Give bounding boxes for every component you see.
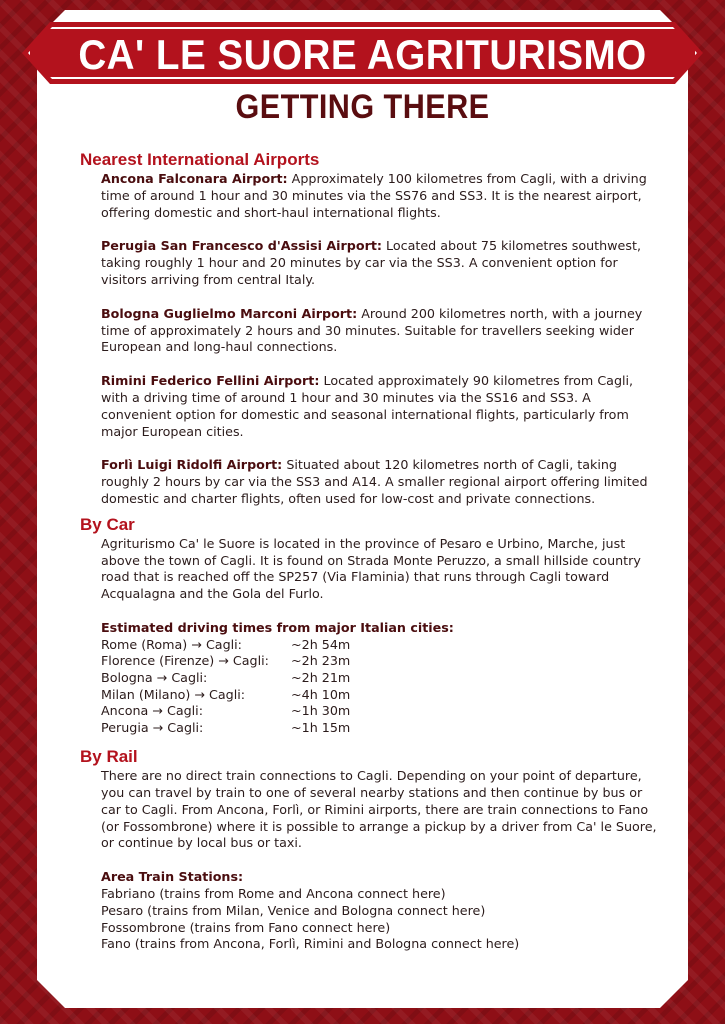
table-row (101, 720, 350, 737)
route-cell: Milan (Milano) → Cagli: (101, 686, 246, 702)
stations-list (101, 886, 660, 953)
car-body (101, 536, 660, 737)
car-section (80, 514, 660, 737)
airport-item (101, 373, 660, 440)
airport-name: Bologna Guglielmo Marconi Airport: (101, 305, 358, 321)
rail-body (101, 768, 660, 953)
airport-description: Situated about 120 kilometres north of Cagli, taking roughly 2 hours by car via the SS3 and A14. A smaller regional airport offering limited domestic and charter flights, often used for low-cost and private connections. (101, 457, 648, 506)
list-item: Fossombrone (trains from Fano connect here) (101, 919, 391, 935)
main-content (80, 149, 660, 953)
airport-description: Around 200 kilometres north, with a journey time of approximately 2 hours and 30 minutes. Suitable for travellers seeking wider European and long-haul connections. (101, 305, 643, 355)
time-cell: ~1h 15m (291, 719, 351, 735)
list-item: Fano (trains from Ancona, Forlì, Rimini and Bologna connect here) (101, 936, 520, 952)
car-description: Agriturismo Ca' le Suore is located in the province of Pesaro e Urbino, Marche, just above the town of Cagli. It is found on Strada Monte Peruzzo, a small hillside country road that is reached off the SP257 (Via Flaminia) that runs through Cagli toward Acqualagna and the Gola del Furlo. (101, 535, 641, 602)
airport-description: Located approximately 90 kilometres from Cagli, with a driving time of around 1 hour and 30 minutes via the SS16 and SS3. A convenient option for domestic and seasonal international flights, particularly from major European cities. (101, 373, 634, 439)
airports-section (80, 149, 660, 508)
driving-times-heading: Estimated driving times from major Italian cities: (101, 619, 454, 635)
table-row (101, 703, 350, 720)
route-cell: Florence (Firenze) → Cagli: (101, 653, 269, 669)
airport-name: Perugia San Francesco d'Assisi Airport: (101, 238, 382, 254)
time-cell: ~2h 23m (291, 653, 351, 669)
airport-description: Approximately 100 kilometres from Cagli, with a driving time of around 1 hour and 30 minutes via the SS76 and SS3. It is the nearest airport, offering domestic and short-haul international flights. (101, 171, 647, 220)
table-row (101, 653, 350, 670)
airport-name: Ancona Falconara Airport: (101, 171, 288, 186)
list-item: Fabriano (trains from Rome and Ancona connect here) (101, 886, 446, 902)
table-row (101, 637, 350, 654)
airport-description: Located about 75 kilometres southwest, taking roughly 1 hour and 20 minutes by car via the SS3. A convenient option for visitors arriving from central Italy. (101, 238, 641, 287)
airport-name: Rimini Federico Fellini Airport: (101, 373, 320, 389)
route-cell: Perugia → Cagli: (101, 719, 204, 735)
stations-heading: Area Train Stations: (101, 869, 244, 885)
airport-name: Forlì Luigi Ridolfi Airport: (101, 457, 283, 473)
airport-item (101, 238, 660, 288)
list-item: Pesaro (trains from Milan, Venice and Bologna connect here) (101, 902, 486, 918)
rail-section (80, 746, 660, 953)
rail-heading: By Rail (80, 747, 138, 767)
driving-times-table (101, 637, 350, 737)
airport-item (101, 457, 660, 507)
time-cell: ~2h 54m (291, 636, 351, 652)
table-row (101, 687, 350, 704)
car-heading: By Car (80, 514, 135, 534)
airport-item (101, 171, 660, 221)
route-cell: Ancona → Cagli: (101, 703, 203, 719)
airport-list (101, 171, 660, 508)
page-title: CA' LE SUORE AGRITURISMO (78, 31, 647, 78)
rail-description: There are no direct train connections to Cagli. Depending on your point of departure, you can travel by train to one of several nearby stations and then continue by bus or car to Cagli. From Ancona, Forlì, or Rimini airports, there are train connections to Fano (or Fossombrone) where it is possible to arrange a pickup by a driver from Ca' le Suore, or continue by local bus or taxi. (101, 768, 657, 851)
time-cell: ~2h 21m (291, 669, 351, 685)
table-row (101, 670, 350, 687)
page-subtitle: GETTING THERE (235, 88, 490, 126)
airport-item (101, 306, 660, 356)
time-cell: ~4h 10m (291, 686, 351, 702)
airports-heading: Nearest International Airports (80, 150, 320, 169)
route-cell: Rome (Roma) → Cagli: (101, 636, 242, 652)
route-cell: Bologna → Cagli: (101, 669, 208, 685)
time-cell: ~1h 30m (291, 703, 351, 719)
